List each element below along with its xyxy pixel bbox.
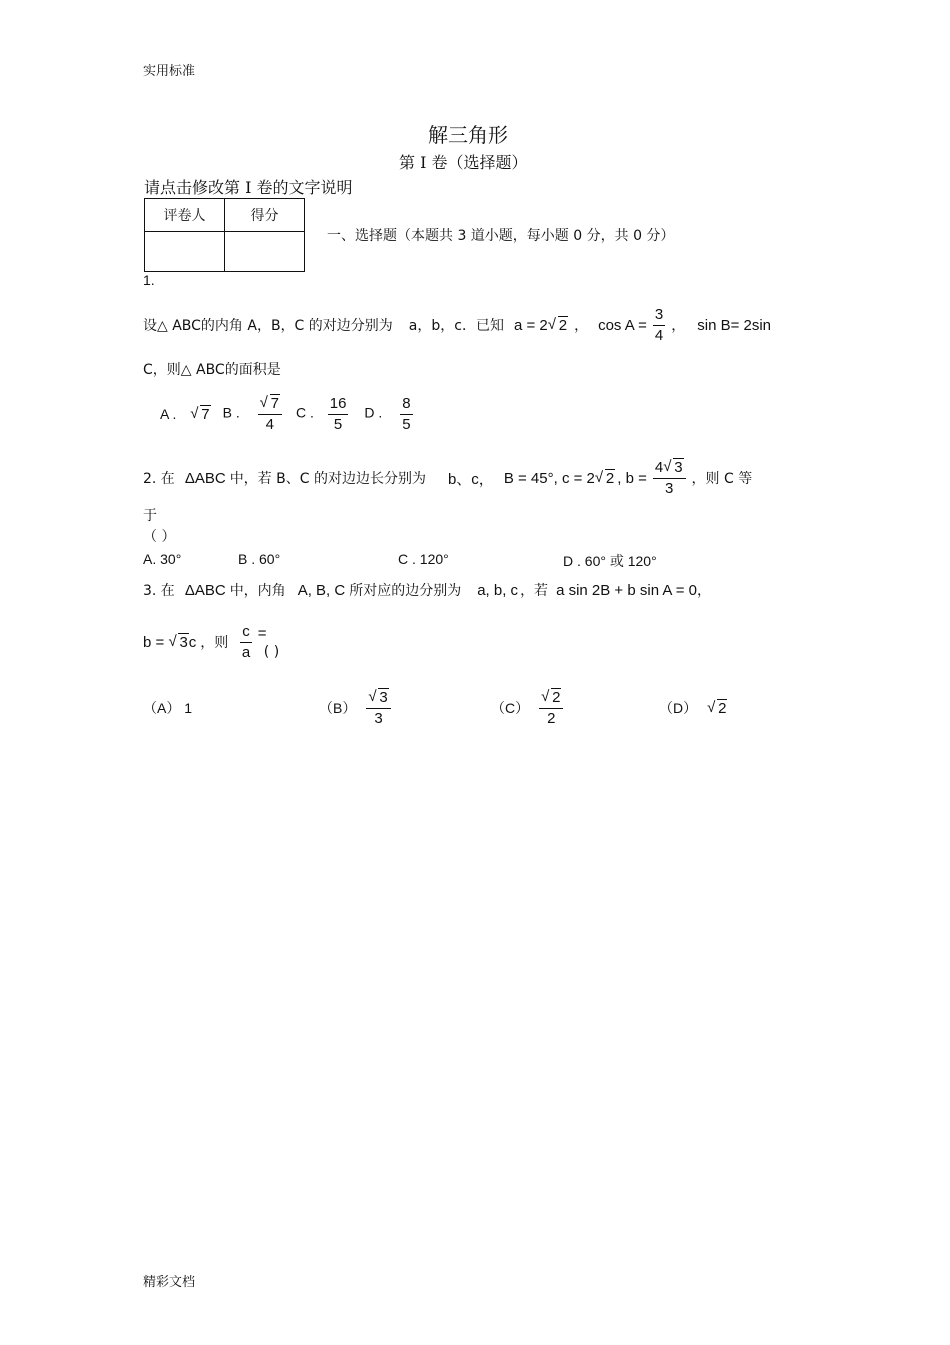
q3-option-b-sqrt [368, 689, 388, 706]
q1-option-b-label: B . [222, 404, 240, 421]
q3-b-tail: c [188, 633, 197, 651]
q1-a-sqrt [548, 317, 568, 334]
q3-b-eq-text: b = [143, 633, 165, 651]
q1-a-eq-text: a = 2 [513, 316, 548, 334]
q1-option-a[interactable] [160, 406, 211, 423]
q1-cos-eq: cos A = [598, 316, 647, 334]
q2-b-eq: , b = [617, 469, 647, 487]
q1-cos-num: 3 [653, 306, 665, 325]
q3-b-sqrt [168, 634, 188, 651]
q1-option-d-num: 8 [400, 395, 412, 414]
page-footer: 精彩文档 [143, 1275, 196, 1290]
q3-ratio-num: c [240, 623, 252, 642]
q1-option-b-den: 4 [265, 415, 274, 433]
q3-option-d-sqrt [707, 700, 727, 717]
q1-option-b-radicand: 7 [270, 395, 279, 413]
q3-option-b-fraction [366, 689, 390, 727]
q2-b-angle: B = 45° [503, 469, 554, 487]
q1-a-radicand: 2 [558, 316, 568, 334]
score-table-grader-cell[interactable] [145, 232, 225, 272]
q3-option-c-radicand: 2 [552, 689, 561, 707]
document-title: 解三角形 [428, 123, 508, 147]
q3-ratio-den: a [241, 643, 251, 661]
document-subtitle: 第 I 卷（选择题） [399, 153, 528, 172]
q3-sides: a, b, c [477, 581, 519, 599]
q2-c-eq [554, 470, 616, 487]
q3-ratio-tail [258, 625, 279, 660]
section-heading: 一、选择题（本题共 3 道小题，每小题 0 分，共 0 分） [327, 228, 675, 244]
q1-number: 1. [143, 272, 155, 288]
q1-option-b-fraction [258, 395, 282, 433]
q3-option-a[interactable]: （A） 1 [143, 700, 193, 716]
q1-options [160, 392, 413, 436]
q1-comma1: ， [574, 318, 589, 334]
q3-b-eq [143, 634, 196, 651]
q1-stem-line1 [143, 305, 771, 345]
q3-option-d-radicand: 2 [718, 699, 727, 717]
q1-option-c-label: C . [295, 404, 314, 421]
q1-cos-fraction [653, 306, 665, 344]
q3-stem-text3: ，若 [520, 583, 549, 599]
q1-option-d[interactable] [364, 395, 412, 433]
q2-stem-line1 [143, 456, 752, 500]
q1-option-d-den: 5 [402, 415, 411, 433]
q2-tail2: 于 [143, 508, 157, 524]
q1-option-a-sqrt [190, 406, 210, 423]
q2-vars: b、c， [447, 470, 494, 488]
q2-lead: 2. 在 [143, 471, 175, 487]
q2-c-radicand: 2 [605, 469, 615, 487]
q3-option-b-label: （B） [319, 700, 357, 716]
score-table [144, 198, 305, 272]
q3-option-c-den: 2 [547, 709, 556, 727]
q1-option-c[interactable] [296, 395, 348, 433]
q1-option-b[interactable] [223, 395, 282, 433]
q1-option-c-fraction [328, 395, 349, 433]
q3-stem-text: 中，内角 [229, 583, 286, 599]
q3-option-b-den: 3 [374, 709, 383, 727]
q1-option-a-radicand: 7 [201, 405, 210, 423]
q3-option-d[interactable] [659, 698, 727, 718]
score-table-score-cell[interactable] [225, 232, 305, 272]
q2-options [143, 551, 657, 571]
q3-ratio-eq: = [257, 624, 267, 642]
q1-stem-text: 设△ ABC的内角 A，B，C 的对边分别为 [143, 318, 393, 334]
q1-stem-line2: C，则△ ABC的面积是 [143, 362, 281, 378]
q2-triangle: ΔABC [184, 469, 226, 487]
instruction-text[interactable]: 请点击修改第 I 卷的文字说明 [144, 178, 353, 197]
q2-option-a[interactable]: A. 30° [143, 551, 182, 567]
q1-cos-den: 4 [654, 326, 664, 344]
q3-option-c-sqrt [541, 689, 561, 706]
q2-b-radicand: 3 [674, 459, 683, 477]
q1-option-b-sqrt [260, 395, 280, 412]
q1-vars: a，b，c．已知 [408, 318, 504, 334]
q3-stem-line1 [143, 576, 711, 604]
q3-stem-line2 [143, 618, 279, 666]
q3-paren: ( ) [263, 643, 280, 660]
q1-option-c-num: 16 [328, 395, 349, 414]
q3-option-c-label: （C） [491, 700, 530, 716]
q3-stem-text2: 所对应的边分别为 [349, 583, 462, 599]
q3-option-c[interactable] [491, 689, 659, 727]
q2-option-d[interactable]: D . 60° 或 120° [563, 553, 657, 569]
q2-b-sqrt [663, 459, 683, 476]
q3-angles: A, B, C [297, 581, 346, 599]
q1-comma2: ， [671, 318, 686, 334]
q2-paren: （ ） [143, 529, 176, 545]
q3-option-c-fraction [539, 689, 563, 727]
q1-sin-eq: sin B= 2sin [697, 316, 772, 334]
q2-b-coef: 4 [654, 459, 664, 477]
q3-option-b-radicand: 3 [379, 689, 388, 707]
q1-option-c-den: 5 [333, 415, 343, 433]
q1-a-eq [514, 317, 568, 334]
q2-option-b[interactable]: B . 60° [238, 551, 281, 567]
q3-comma: ， [697, 583, 711, 599]
q2-c-eq-text: , c = 2 [553, 469, 595, 487]
page-header: 实用标准 [143, 64, 196, 79]
score-table-score-header: 得分 [225, 199, 305, 232]
score-table-grader-header: 评卷人 [145, 199, 225, 232]
q2-tail: ，则 C 等 [691, 471, 753, 487]
q1-option-a-label: A . [160, 405, 177, 422]
q3-then: ，则 [200, 635, 229, 651]
q1-option-d-fraction [400, 395, 412, 433]
q3-condition: a sin 2B + b sin A = 0 [556, 581, 697, 599]
q3-b-radicand: 3 [179, 633, 188, 651]
q3-option-d-label: （D） [659, 700, 698, 716]
q2-option-c[interactable]: C . 120° [398, 551, 449, 567]
q2-stem-text: 中，若 B、C 的对边边长分别为 [229, 471, 426, 487]
q1-option-d-label: D . [364, 404, 383, 421]
q3-triangle: ΔABC [184, 581, 226, 599]
q2-b-fraction [653, 459, 686, 497]
q3-option-b[interactable] [319, 689, 491, 727]
q3-options [143, 682, 727, 734]
q2-c-sqrt [595, 470, 615, 487]
q2-b-den: 3 [665, 479, 674, 497]
q3-ratio-fraction [240, 623, 252, 661]
q3-lead: 3. 在 [143, 583, 175, 599]
